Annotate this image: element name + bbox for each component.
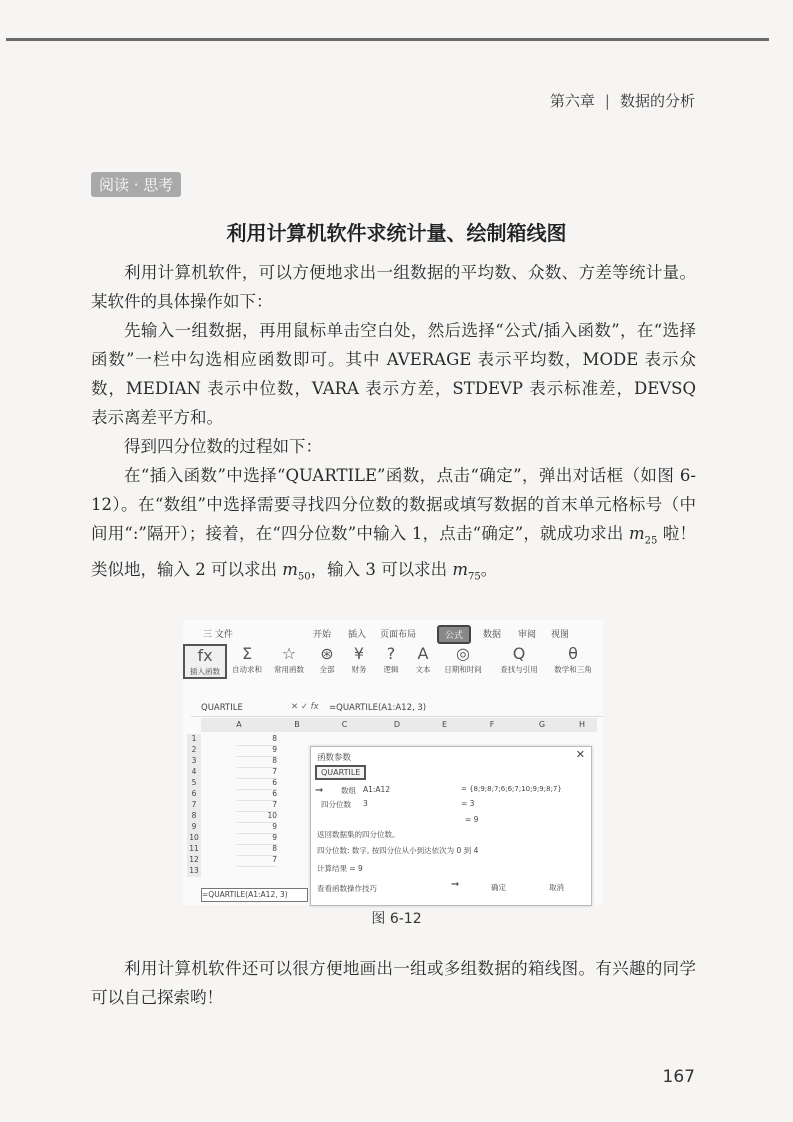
yen-icon: ¥ (353, 644, 365, 663)
spreadsheet-screenshot (183, 620, 603, 905)
close-icon[interactable]: ✕ (575, 748, 585, 761)
col-header-a[interactable]: A (201, 718, 277, 732)
calc-result: 计算结果 = 9 (317, 864, 363, 873)
fx-icon: fx (197, 646, 213, 665)
paragraph-3: 得到四分位数的过程如下： (124, 437, 322, 456)
question-icon: ? (386, 644, 396, 663)
star-icon: ☆ (281, 644, 297, 663)
running-header: 第六章 | 数据的分析 (549, 92, 695, 110)
section-label: 数据的分析 (619, 92, 695, 110)
clock-icon: ◎ (456, 644, 470, 663)
cancel-button[interactable]: 取消 (549, 883, 564, 892)
quartile-input[interactable]: 3 (363, 799, 368, 808)
logic-button[interactable]: ? 逻辑 (371, 644, 411, 675)
top-rule (6, 38, 769, 41)
menu-file[interactable]: 三 文件 (203, 630, 233, 640)
paragraph-1: 利用计算机软件，可以方便地求出一组数据的平均数、众数、方差等统计量。某软件的具体操作如下： (91, 263, 696, 311)
cell-value[interactable]: 8 (237, 734, 277, 746)
menu-view[interactable]: 视图 (551, 630, 570, 640)
insert-function-button[interactable]: fx 插入函数 (183, 644, 227, 679)
menu-home[interactable]: 开始 (313, 630, 332, 640)
array-input[interactable]: A1:A12 (363, 785, 391, 794)
active-cell-formula[interactable]: =QUARTILE(A1:A12, 3) (201, 888, 308, 902)
col-header-f[interactable]: F (467, 718, 517, 732)
asterisk-icon: ⊛ (320, 644, 334, 663)
cancel-check-fx-icons: ✕ ✓ fx (291, 702, 319, 712)
function-name: QUARTILE (315, 765, 366, 780)
common-functions-button[interactable]: ☆ 常用函数 (269, 644, 309, 675)
menu-layout[interactable]: 页面布局 (380, 630, 417, 640)
menu-bar (183, 624, 603, 642)
cell-value[interactable]: 6 (237, 778, 277, 790)
lookup-icon: Q (512, 644, 526, 663)
cell-value[interactable]: 7 (237, 800, 277, 812)
menu-insert[interactable]: 插入 (348, 630, 367, 640)
ok-button[interactable]: 确定 (491, 883, 506, 892)
col-header-c[interactable]: C (317, 718, 372, 732)
cell-value[interactable]: 9 (237, 833, 277, 845)
col-header-g[interactable]: G (517, 718, 567, 732)
reading-tag: 阅读 · 思考 (91, 172, 181, 197)
quartile-result: = 3 (461, 799, 475, 808)
cell-value[interactable]: 9 (237, 822, 277, 834)
cell-value[interactable]: 6 (237, 789, 277, 801)
cell-value[interactable]: 7 (237, 855, 277, 867)
datetime-button[interactable]: ◎ 日期和时间 (437, 644, 489, 675)
cell-value[interactable]: 8 (237, 756, 277, 768)
menu-formulas[interactable]: 公式 (437, 625, 471, 644)
cell-value[interactable]: 9 (237, 745, 277, 757)
menu-data[interactable]: 数据 (483, 630, 502, 640)
row-header[interactable]: 12 (187, 855, 201, 866)
math-button[interactable]: θ 数学和三角 (545, 644, 601, 675)
chapter-label: 第六章 (549, 92, 595, 110)
finance-button[interactable]: ¥ 财务 (339, 644, 379, 675)
formula-bar (191, 700, 603, 717)
function-arguments-dialog (310, 746, 592, 906)
row-header[interactable]: 5 (187, 778, 201, 789)
text-icon: A (417, 644, 429, 663)
col-header-b[interactable]: B (277, 718, 317, 732)
function-description: 返回数据集的四分位数。 (317, 830, 400, 839)
ribbon (183, 644, 603, 682)
all-functions-button[interactable]: ⊛ 全部 (307, 644, 347, 675)
array-label: 数组 (341, 786, 356, 795)
array-result: = {8;9;8;7;6;6;7;10;9;9;8;7} (461, 785, 562, 793)
argument-description: 四分位数: 数字, 按四分位从小到达依次为 0 到 4 (317, 846, 479, 855)
row-header[interactable]: 2 (187, 745, 201, 756)
math-icon: θ (568, 644, 578, 663)
article-title: 利用计算机软件求统计量、绘制箱线图 (226, 221, 567, 245)
arrow-icon: ➞ (451, 879, 460, 890)
paragraph-4: 在“插入函数”中选择“QUARTILE”函数，点击“确定”，弹出对话框（如图 6-12）。在“数组”中选择需要寻找四分位数的数据或填写数据的首末单元格标号（中间用“:”隔开）；接着，在“四分位数”中输入 1，点击“确定”，就成功求出 $m_{25}$ 啦！类似地，输入 2 可以求出 $m_{50}$，输入 3 可以求出 $m_{75}$。 (91, 466, 696, 583)
figure-caption: 图 6-12 (371, 911, 422, 927)
lookup-button[interactable]: Q 查找与引用 (493, 644, 545, 675)
col-header-h[interactable]: H (567, 718, 597, 732)
row-header[interactable]: 4 (187, 767, 201, 778)
sigma-icon: Σ (241, 644, 253, 663)
row-header[interactable]: 6 (187, 789, 201, 800)
paragraph-5: 利用计算机软件还可以很方便地画出一组或多组数据的箱线图。有兴趣的同学可以自己探索哟！ (91, 959, 696, 1007)
row-header[interactable]: 11 (187, 844, 201, 855)
autosum-button[interactable]: Σ 自动求和 (227, 644, 267, 675)
col-header-e[interactable]: E (422, 718, 467, 732)
cell-value[interactable]: 7 (237, 767, 277, 779)
menu-review[interactable]: 审阅 (518, 630, 537, 640)
paragraph-2: 先输入一组数据，再用鼠标单击空白处，然后选择“公式/插入函数”，在“选择函数”一栏中勾选相应函数即可。其中 AVERAGE 表示平均数，MODE 表示众数，MEDIAN 表示中位数，VARA 表示方差，STDEVP 表示标准差，DEVSQ 表示离差平方和。 (91, 321, 696, 427)
cell-value[interactable]: 8 (237, 844, 277, 856)
row-header[interactable]: 7 (187, 800, 201, 811)
formula-input[interactable]: =QUARTILE(A1:A12, 3) (329, 703, 427, 713)
row-header[interactable]: 8 (187, 811, 201, 822)
quartile-label: 四分位数 (321, 800, 351, 809)
text-button[interactable]: A 文本 (403, 644, 443, 675)
row-header[interactable]: 3 (187, 756, 201, 767)
col-header-d[interactable]: D (372, 718, 422, 732)
page-number: 167 (662, 1067, 695, 1087)
row-header[interactable]: 1 (187, 734, 201, 745)
name-box[interactable]: QUARTILE (201, 703, 243, 713)
row-header[interactable]: 9 (187, 822, 201, 833)
arrow-icon: ➞ (315, 785, 324, 796)
row-header[interactable]: 10 (187, 833, 201, 844)
row-header[interactable]: 13 (187, 866, 201, 877)
help-link[interactable]: 查看函数操作技巧 (317, 884, 377, 893)
formula-result: = 9 (465, 815, 479, 824)
cell-value[interactable]: 10 (237, 811, 277, 823)
dialog-title: 函数参数 (317, 753, 352, 763)
